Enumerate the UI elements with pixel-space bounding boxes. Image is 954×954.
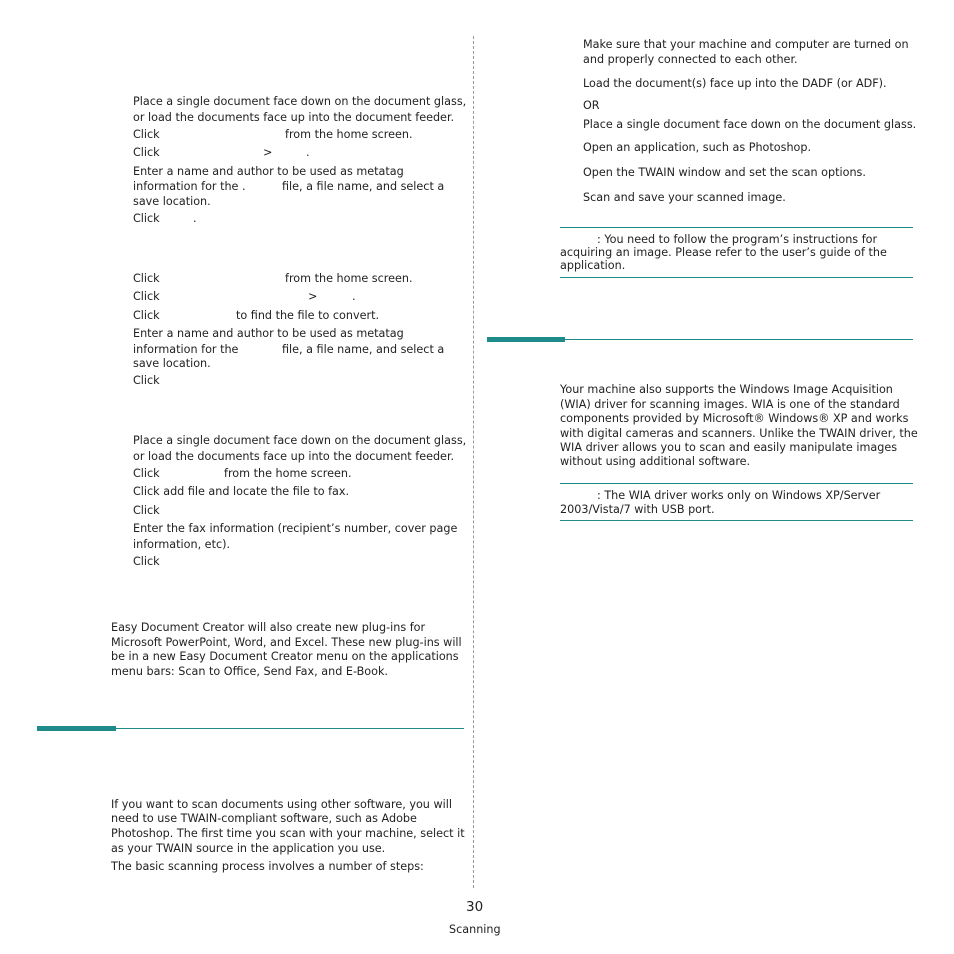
step-text: Click [133, 467, 160, 480]
section-rule [487, 339, 913, 340]
note-rule-bottom [560, 520, 913, 521]
note-rule-bottom [560, 277, 913, 278]
note-line: : You need to follow the program’s instructions for [597, 233, 878, 246]
paragraph-line: without using additional software. [560, 455, 751, 468]
paragraph-line: Photoshop. The first time you scan with your machine, select it [111, 827, 465, 840]
step-text: Click [133, 290, 160, 303]
step-text: . [352, 290, 356, 303]
step-text: Click [133, 374, 160, 387]
step-text: and properly connected to each other. [583, 53, 798, 66]
step-text: Place a single document face down on the document glass, [133, 95, 467, 108]
step-text: Enter a name and author to be used as metatag [133, 327, 404, 340]
page-number: 30 [466, 899, 484, 915]
section-name: Scanning [449, 923, 501, 936]
note-rule-top [560, 227, 913, 228]
paragraph-line: If you want to scan documents using other software, you will [111, 798, 452, 811]
note-line: acquiring an image. Please refer to the user’s guide of the [560, 246, 887, 259]
step-text: > [263, 146, 273, 159]
paragraph-line: Your machine also supports the Windows Image Acquisition [560, 383, 893, 396]
paragraph-line: with digital cameras and scanners. Unlike the TWAIN driver, the [560, 427, 918, 440]
note-line: : The WIA driver works only on Windows XP/Server [597, 489, 881, 502]
step-text: to find the file to convert. [236, 309, 380, 322]
paragraph-line: need to use TWAIN-compliant software, such as Adobe [111, 812, 417, 825]
step-text: Click [133, 504, 160, 517]
paragraph-line: (WIA) driver for scanning images. WIA is one of the standard [560, 398, 900, 411]
step-text: save location. [133, 195, 211, 208]
step-text: or load the documents face up into the document feeder. [133, 111, 455, 124]
step-text: Make sure that your machine and computer are turned on [583, 38, 909, 51]
step-text: Place a single document face down on the document glass. [583, 118, 917, 131]
step-text: Click [133, 128, 160, 141]
step-text: information for the . [133, 180, 246, 193]
step-text: Place a single document face down on the document glass, [133, 434, 467, 447]
paragraph-line: menu bars: Scan to Office, Send Fax, and E-Book. [111, 665, 388, 678]
step-text: or load the documents face up into the document feeder. [133, 450, 455, 463]
steps-intro: The basic scanning process involves a number of steps: [111, 860, 424, 873]
step-text: > [308, 290, 318, 303]
step-text: Enter the fax information (recipient’s number, cover page [133, 522, 458, 535]
step-text: . [306, 146, 310, 159]
step-text: save location. [133, 357, 211, 370]
paragraph-line: as your TWAIN source in the application you use. [111, 842, 386, 855]
note-rule-top [560, 483, 913, 484]
section-rule [37, 728, 464, 729]
step-text: Scan and save your scanned image. [583, 191, 786, 204]
paragraph-line: components provided by Microsoft® Windows® XP and works [560, 412, 909, 425]
step-text: Click [133, 309, 160, 322]
step-text: information, etc). [133, 538, 231, 551]
paragraph-line: Easy Document Creator will also create new plug-ins for [111, 621, 426, 634]
step-text: Click [133, 212, 160, 225]
step-text: Click [133, 555, 160, 568]
step-text: Open an application, such as Photoshop. [583, 141, 812, 154]
paragraph-line: WIA driver allows you to scan and easily manipulate images [560, 441, 898, 454]
step-text: information for the [133, 343, 239, 356]
step-text: file, a file name, and select a [282, 343, 445, 356]
step-text: Click [133, 272, 160, 285]
step-text: OR [583, 99, 600, 112]
step-text: file, a file name, and select a [282, 180, 445, 193]
step-text: Click add file and locate the file to fax. [133, 485, 350, 498]
note-line: 2003/Vista/7 with USB port. [560, 503, 715, 516]
step-text: Load the document(s) face up into the DADF (or ADF). [583, 77, 887, 90]
step-text: Open the TWAIN window and set the scan options. [583, 166, 866, 179]
paragraph-line: be in a new Easy Document Creator menu on the applications [111, 650, 459, 663]
step-text: from the home screen. [285, 272, 413, 285]
step-text: from the home screen. [224, 467, 352, 480]
column-divider [473, 36, 474, 888]
step-text: Click [133, 146, 160, 159]
step-text: Enter a name and author to be used as metatag [133, 165, 404, 178]
step-text: from the home screen. [285, 128, 413, 141]
step-text: . [193, 212, 197, 225]
note-line: application. [560, 259, 626, 272]
paragraph-line: Microsoft PowerPoint, Word, and Excel. These new plug-ins will [111, 636, 462, 649]
